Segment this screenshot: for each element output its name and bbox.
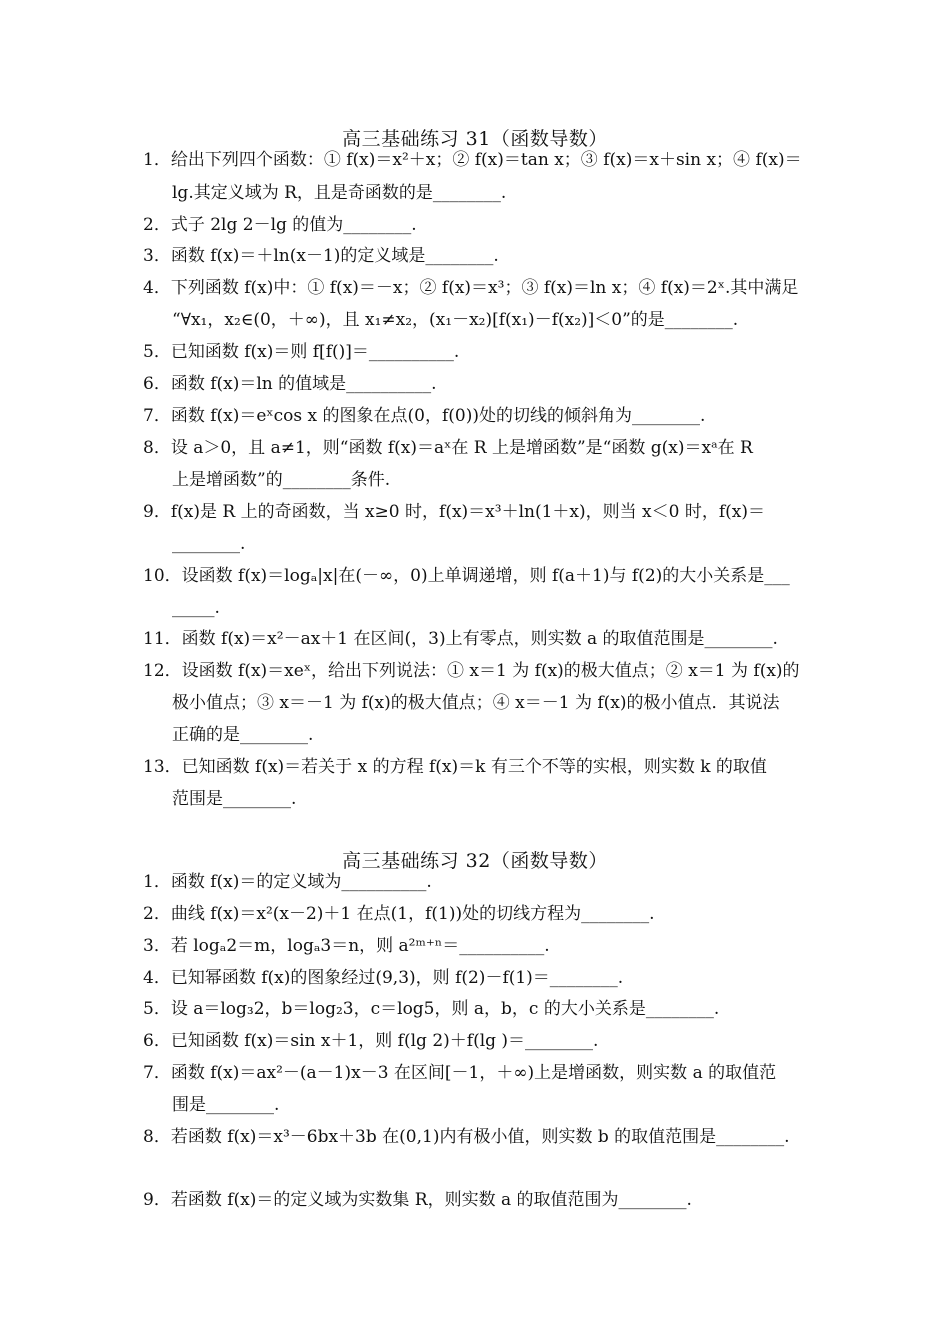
q32-8: 8．若函数 f(x)＝x³－6bx＋3b 在(0,1)内有极小值，则实数 b 的取值范围是________. [143,1127,790,1147]
q32-7-line2: 围是________. [172,1095,280,1115]
q31-1-line2: lg.其定义域为 R，且是奇函数的是________. [172,183,507,203]
q32-7-line1: 7．函数 f(x)＝ax²－(a－1)x－3 在区间[－1，＋∞)上是增函数，则实数 a 的取值范 [143,1063,777,1083]
q31-8-line2: 上是增函数”的________条件. [172,470,391,490]
q32-3: 3．若 logₐ2＝m，logₐ3＝n，则 a²ᵐ⁺ⁿ＝__________. [143,936,550,956]
q31-10-line2: _____. [172,598,220,618]
q31-6: 6．函数 f(x)＝ln 的值域是__________. [143,374,437,394]
q32-9: 9．若函数 f(x)＝的定义域为实数集 R，则实数 a 的取值范围为________. [143,1190,692,1210]
q32-1: 1．函数 f(x)＝的定义域为__________. [143,872,432,892]
q32-5: 5．设 a＝log₃2，b＝log₂3，c＝log5，则 a，b，c 的大小关系是________. [143,999,720,1019]
q31-4-line2: “∀x₁，x₂∈(0，＋∞)，且 x₁≠x₂，(x₁－x₂)[f(x₁)－f(x₂)]＜0”的是________. [172,310,739,330]
q31-2: 2．式子 2lg 2－lg 的值为________. [143,215,417,235]
q32-2: 2．曲线 f(x)＝x²(x－2)＋1 在点(1，f(1))处的切线方程为________. [143,904,655,924]
q31-12-line3: 正确的是________. [172,725,314,745]
q31-3: 3．函数 f(x)＝＋ln(x－1)的定义域是________. [143,246,499,266]
section-31-title: 高三基础练习 31（函数导数） [342,128,608,150]
q31-13-line2: 范围是________. [172,789,297,809]
q31-4-line1: 4．下列函数 f(x)中：① f(x)＝－x；② f(x)＝x³；③ f(x)＝ln x；④ f(x)＝2ˣ.其中满足 [143,278,799,298]
section-32-title: 高三基础练习 32（函数导数） [342,850,608,872]
q31-1-line1: 1．给出下列四个函数：① f(x)＝x²＋x；② f(x)＝tan x；③ f(x)＝x＋sin x；④ f(x)＝ [143,150,802,170]
q31-12-line1: 12．设函数 f(x)＝xeˣ，给出下列说法：① x＝1 为 f(x)的极大值点；② x＝1 为 f(x)的 [143,661,800,681]
q32-6: 6．已知函数 f(x)＝sin x＋1，则 f(lg 2)＋f(lg )＝________. [143,1031,599,1051]
q31-9-line2: ________. [172,534,246,554]
q31-7: 7．函数 f(x)＝eˣcos x 的图象在点(0，f(0))处的切线的倾斜角为________. [143,406,706,426]
q31-13-line1: 13．已知函数 f(x)＝若关于 x 的方程 f(x)＝k 有三个不等的实根，则实数 k 的取值 [143,757,767,777]
q31-9-line1: 9．f(x)是 R 上的奇函数，当 x≥0 时，f(x)＝x³＋ln(1＋x)，则当 x＜0 时，f(x)＝ [143,502,765,522]
q31-10-line1: 10．设函数 f(x)＝logₐ|x|在(－∞，0)上单调递增，则 f(a＋1)与 f(2)的大小关系是___ [143,566,790,586]
q32-4: 4．已知幂函数 f(x)的图象经过(9,3)，则 f(2)－f(1)＝________. [143,968,624,988]
q31-8-line1: 8．设 a＞0，且 a≠1，则“函数 f(x)＝aˣ在 R 上是增函数”是“函数 g(x)＝xᵃ在 R [143,438,753,458]
q31-11: 11．函数 f(x)＝x²－ax＋1 在区间(，3)上有零点，则实数 a 的取值范围是________. [143,629,778,649]
q31-12-line2: 极小值点；③ x＝－1 为 f(x)的极大值点；④ x＝－1 为 f(x)的极小值点．其说法 [172,693,780,713]
q31-5: 5．已知函数 f(x)＝则 f[f()]＝__________. [143,342,460,362]
